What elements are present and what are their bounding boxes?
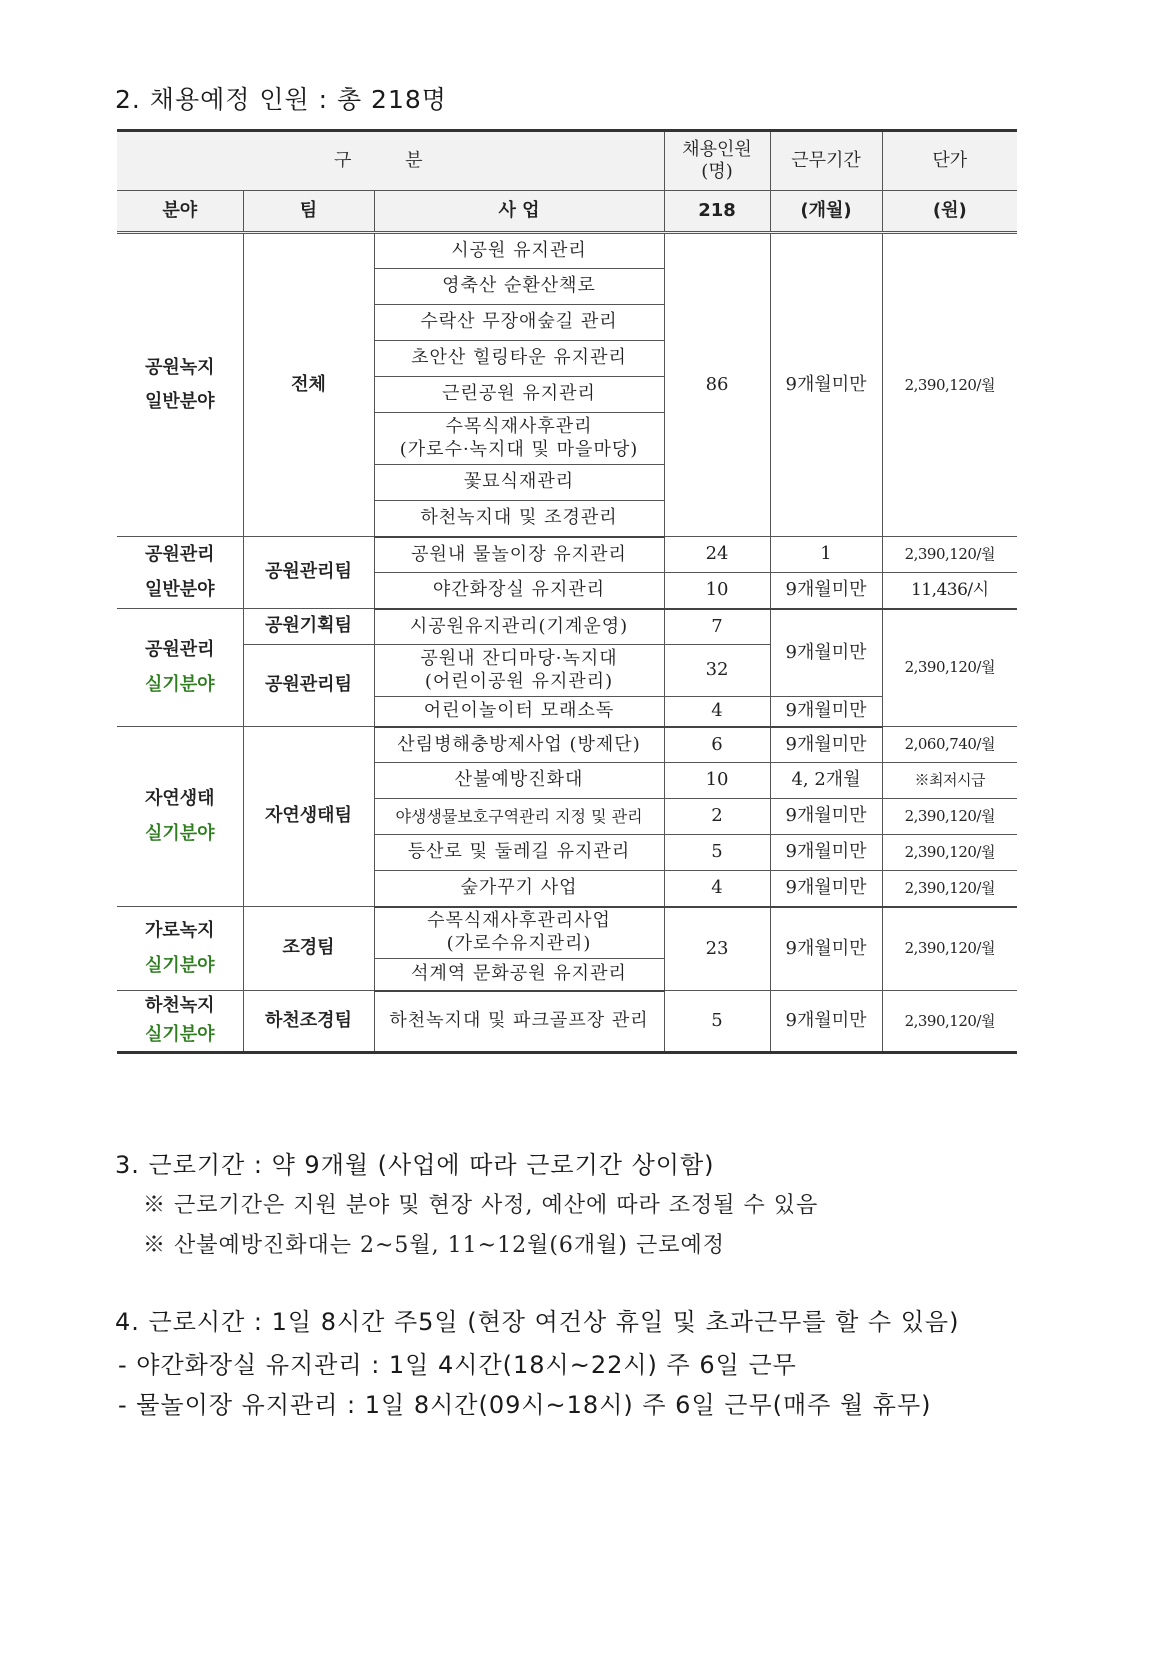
period-cell: 9개월미만	[770, 233, 882, 537]
period-cell: 9개월미만	[770, 991, 882, 1053]
header-category: 구 분	[117, 131, 664, 191]
header-price: 단가	[882, 131, 1017, 191]
field-cell	[117, 991, 243, 1053]
price-cell: 2,390,120/월	[882, 871, 1017, 907]
team-cell: 조경팀	[243, 907, 374, 991]
business-cell: 영축산 순환산책로	[374, 269, 664, 305]
headcount-cell: 24	[664, 537, 770, 573]
price-cell: 2,390,120/월	[882, 991, 1017, 1053]
business-cell	[374, 907, 664, 959]
table-row	[117, 609, 1017, 645]
period-cell: 9개월미만	[770, 835, 882, 871]
field-line2: 실기분야	[144, 1024, 215, 1045]
period-cell: 9개월미만	[770, 799, 882, 835]
headcount-cell: 86	[664, 233, 770, 537]
field-cell	[117, 907, 243, 991]
price-cell: 2,390,120/월	[882, 799, 1017, 835]
header-business: 사 업	[374, 191, 664, 233]
team-cell: 공원관리팀	[243, 645, 374, 727]
business-cell: 꽃묘식재관리	[374, 465, 664, 501]
field-line1: 공원관리	[144, 544, 215, 566]
header-price-unit: (원)	[882, 191, 1017, 233]
field-line1: 가로녹지	[144, 920, 215, 942]
business-cell: 하천녹지대 및 조경관리	[374, 501, 664, 537]
header-headcount-total: 218	[664, 191, 770, 233]
price-cell: 2,390,120/월	[882, 907, 1017, 991]
headcount-cell: 7	[664, 609, 770, 645]
headcount-cell: 23	[664, 907, 770, 991]
business-cell: 야간화장실 유지관리	[374, 573, 664, 609]
table-row	[117, 991, 1017, 1053]
headcount-cell: 4	[664, 871, 770, 907]
business-cell: 석계역 문화공원 유지관리	[374, 959, 664, 991]
field-line2: 실기분야	[144, 822, 215, 844]
field-line1: 하천녹지	[144, 995, 215, 1017]
team-cell: 전체	[243, 233, 374, 537]
recruitment-table	[117, 129, 1017, 1054]
section-4-item-2: - 물놀이장 유지관리 : 1일 8시간(09시~18시) 주 6일 근무(매주 월 휴무)	[118, 1391, 932, 1419]
headcount-cell: 10	[664, 763, 770, 799]
business-cell: 수락산 무장애숲길 관리	[374, 305, 664, 341]
field-line1: 공원녹지	[144, 356, 215, 378]
headcount-cell: 32	[664, 645, 770, 697]
business-cell	[374, 645, 664, 697]
business-line1: 수목식재사후관리사업	[427, 910, 611, 932]
section-4-title: 4. 근로시간 : 1일 8시간 주5일 (현장 여건상 휴일 및 초과근무를 할 수 있음)	[115, 1308, 960, 1336]
business-cell	[374, 413, 664, 465]
price-cell: 2,390,120/월	[882, 537, 1017, 573]
headcount-cell: 10	[664, 573, 770, 609]
field-line1: 자연생태	[144, 788, 215, 810]
field-line1: 공원관리	[144, 639, 215, 661]
field-cell	[117, 727, 243, 907]
business-line2: (가로수·녹지대 및 마을마당)	[399, 438, 639, 460]
field-line2: 일반분야	[144, 391, 215, 412]
header-headcount-line1: 채용인원	[682, 138, 752, 160]
price-cell: 11,436/시	[882, 573, 1017, 609]
price-cell: 2,390,120/월	[882, 835, 1017, 871]
field-line2: 실기분야	[144, 673, 215, 695]
team-cell: 공원관리팀	[243, 537, 374, 609]
business-cell: 등산로 및 둘레길 유지관리	[374, 835, 664, 871]
business-cell: 시공원유지관리(기계운영)	[374, 609, 664, 645]
business-cell: 산림병해충방제사업 (방제단)	[374, 727, 664, 763]
price-cell: ※최저시급	[882, 763, 1017, 799]
team-cell: 공원기획팀	[243, 609, 374, 645]
section-3-title: 3. 근로기간 : 약 9개월 (사업에 따라 근로기간 상이함)	[115, 1151, 715, 1179]
table-row	[117, 907, 1017, 959]
business-line2: (어린이공원 유지관리)	[424, 670, 614, 692]
field-cell	[117, 233, 243, 537]
period-cell: 1	[770, 537, 882, 573]
business-cell: 어린이놀이터 모래소독	[374, 697, 664, 727]
field-line2: 실기분야	[144, 954, 215, 976]
section-2-title: 2. 채용예정 인원 : 총 218명	[115, 85, 447, 114]
header-field: 분야	[117, 191, 243, 233]
header-period: 근무기간	[770, 131, 882, 191]
team-cell: 하천조경팀	[243, 991, 374, 1053]
headcount-cell: 2	[664, 799, 770, 835]
header-team: 팀	[243, 191, 374, 233]
period-cell: 9개월미만	[770, 907, 882, 991]
headcount-cell: 5	[664, 991, 770, 1053]
team-cell: 자연생태팀	[243, 727, 374, 907]
table-header-row-2	[117, 191, 1017, 233]
price-cell: 2,060,740/월	[882, 727, 1017, 763]
period-cell: 9개월미만	[770, 727, 882, 763]
table-header-row-1	[117, 131, 1017, 191]
business-cell: 시공원 유지관리	[374, 233, 664, 269]
business-cell: 근린공원 유지관리	[374, 377, 664, 413]
business-line1: 수목식재사후관리	[445, 416, 593, 437]
header-headcount	[664, 131, 770, 191]
business-cell: 산불예방진화대	[374, 763, 664, 799]
table-row	[117, 727, 1017, 763]
period-cell: 9개월미만	[770, 573, 882, 609]
table-row	[117, 233, 1017, 269]
headcount-cell: 6	[664, 727, 770, 763]
business-line2: (가로수유지관리)	[446, 932, 592, 954]
field-cell	[117, 609, 243, 727]
business-line1: 공원내 잔디마당·녹지대	[420, 648, 618, 669]
business-cell: 초안산 힐링타운 유지관리	[374, 341, 664, 377]
business-cell: 하천녹지대 및 파크골프장 관리	[374, 991, 664, 1053]
headcount-cell: 5	[664, 835, 770, 871]
field-line2: 일반분야	[144, 578, 215, 600]
period-cell: 9개월미만	[770, 697, 882, 727]
section-3-note-1: ※ 근로기간은 지원 분야 및 현장 사정, 예산에 따라 조정될 수 있음	[143, 1193, 819, 1218]
header-headcount-line2: (명)	[701, 161, 733, 182]
price-cell: 2,390,120/월	[882, 233, 1017, 537]
business-cell: 야생생물보호구역관리 지정 및 관리	[374, 799, 664, 835]
section-3-note-2: ※ 산불예방진화대는 2~5월, 11~12월(6개월) 근로예정	[143, 1233, 726, 1258]
field-cell	[117, 537, 243, 609]
section-4-item-1: - 야간화장실 유지관리 : 1일 4시간(18시~22시) 주 6일 근무	[118, 1351, 797, 1379]
header-period-unit: (개월)	[770, 191, 882, 233]
business-cell: 숲가꾸기 사업	[374, 871, 664, 907]
table-row	[117, 537, 1017, 573]
period-cell: 9개월미만	[770, 609, 882, 697]
price-cell: 2,390,120/월	[882, 609, 1017, 727]
business-cell: 공원내 물놀이장 유지관리	[374, 537, 664, 573]
period-cell: 4, 2개월	[770, 763, 882, 799]
period-cell: 9개월미만	[770, 871, 882, 907]
headcount-cell: 4	[664, 697, 770, 727]
